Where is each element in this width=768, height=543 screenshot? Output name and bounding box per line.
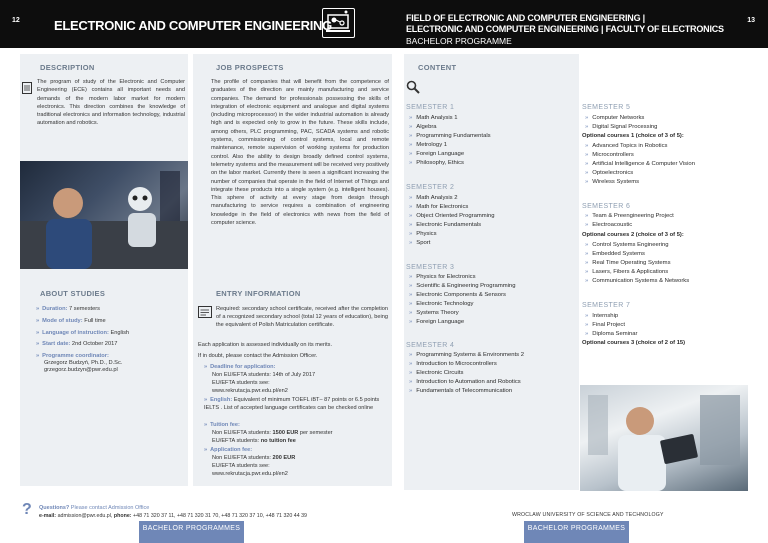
course-item: » Physics: [409, 231, 437, 237]
content-heading: CONTENT: [418, 63, 457, 72]
course-item: » Programming Fundamentals: [409, 133, 491, 139]
semester-3-title: SEMESTER 3: [406, 264, 455, 271]
header-bar: [0, 0, 768, 48]
bachelor-programmes-tab-right[interactable]: BACHELOR PROGRAMMES: [524, 521, 629, 543]
course-item: » Advanced Topics in Robotics: [585, 143, 668, 149]
semester-5-title: SEMESTER 5: [582, 104, 631, 111]
page-title: ELECTRONIC AND COMPUTER ENGINEERING: [54, 18, 332, 33]
header-programme-line: BACHELOR PROGRAMME: [406, 36, 512, 46]
semester-6-title: SEMESTER 6: [582, 203, 631, 210]
optional-courses-3-title: Optional courses 3 (choice of 2 of 15): [582, 340, 686, 346]
header-faculty-line: ELECTRONIC AND COMPUTER ENGINEERING | FACULTY OF ELECTRONICS: [406, 24, 724, 34]
certificate-icon: [198, 305, 212, 323]
semester-7-title: SEMESTER 7: [582, 302, 631, 309]
about-coordinator: » Programme coordinator: Grzegorz Budzyń, Ph.D., D.Sc. grzegorz.budzyn@pwr.edu.pl: [36, 353, 123, 373]
course-item: » Foreign Language: [409, 151, 465, 157]
bachelor-programmes-tab-left[interactable]: BACHELOR PROGRAMMES: [139, 521, 244, 543]
course-item: » Final Project: [585, 322, 626, 328]
course-item: » Artificial Intelligence & Computer Vision: [585, 161, 695, 167]
about-heading: ABOUT STUDIES: [40, 289, 106, 298]
semester-4-title: SEMESTER 4: [406, 342, 455, 349]
document-icon: [22, 81, 32, 99]
course-item: » Microcontrollers: [585, 152, 634, 158]
course-item: » Fundamentals of Telecommunication: [409, 388, 513, 394]
course-item: » Scientific & Engineering Programming: [409, 283, 516, 289]
circuit-logo-icon: [322, 8, 355, 38]
header-field-line: FIELD OF ELECTRONIC AND COMPUTER ENGINEERING |: [406, 13, 645, 23]
course-item: » Real Time Operating Systems: [585, 260, 671, 266]
university-name: WROCLAW UNIVERSITY OF SCIENCE AND TECHNOLOGY: [512, 512, 664, 518]
email-link[interactable]: admission@pwr.edu.pl,: [57, 513, 113, 519]
optional-courses-2-title: Optional courses 2 (choice of 3 of 5):: [582, 232, 684, 238]
course-item: » Electronic Technology: [409, 301, 474, 307]
course-item: » Metrology 1: [409, 142, 448, 148]
course-item: » Communication Systems & Networks: [585, 278, 690, 284]
question-icon: ?: [22, 501, 32, 518]
entry-doubt: If in doubt, please contact the Admission Officer.: [198, 353, 318, 359]
entry-individual: Each application is assessed individually on its merits.: [198, 342, 333, 348]
course-item: » Physics for Electronics: [409, 274, 476, 280]
course-item: » Programming Systems & Environments 2: [409, 352, 524, 358]
entry-heading: ENTRY INFORMATION: [216, 289, 301, 298]
entry-tuition: » Tuition fee: Non EU/EFTA students: 1500 EUR per semester EU/EFTA students: no tuition fee: [204, 422, 333, 444]
course-item: » Lasers, Fibers & Applications: [585, 269, 669, 275]
course-item: » Foreign Language: [409, 319, 465, 325]
course-item: » Math for Electronics: [409, 204, 469, 210]
course-item: » Introduction to Automation and Robotics: [409, 379, 521, 385]
job-heading: JOB PROSPECTS: [216, 63, 284, 72]
course-item: » Math Analysis 2: [409, 195, 458, 201]
entry-application-fee: » Application fee: Non EU/EFTA students: 200 EUR EU/EFTA students see: www.rekrutacja.pwr.edu.pl/en2: [204, 447, 296, 477]
about-language: » Language of instruction: English: [36, 330, 130, 336]
footer-contact: e-mail: admission@pwr.edu.pl, phone: +48 71 320 37 11, +48 71 320 31 70, +48 71 320 37 10, +48 71 320 44 39: [39, 513, 308, 519]
description-heading: DESCRIPTION: [40, 63, 95, 72]
course-item: » Wireless Systems: [585, 179, 640, 185]
entry-english: » English: Equivalent of minimum TOEFL iBT– 87 points or 6.5 points IELTS . List of accepted language certificates can be checked online: [204, 397, 380, 411]
optional-courses-1-title: Optional courses 1 (choice of 3 of 5):: [582, 133, 684, 139]
page-number-left: 12: [12, 17, 20, 24]
entry-required: Required: secondary school certificate, received after the completion of a recognized secondary school (total 12 years of education), being the equivalent of Polish Matriculation certificate.: [216, 306, 388, 328]
course-item: » Digital Signal Processing: [585, 124, 658, 130]
magnifier-icon: [406, 80, 420, 99]
semester-2-title: SEMESTER 2: [406, 184, 455, 191]
course-item: » Diploma Seminar: [585, 331, 638, 337]
student-lab-photo: [580, 385, 748, 491]
course-item: » Sport: [409, 240, 431, 246]
course-item: » Electronic Circuits: [409, 370, 464, 376]
description-text: The program of study of the Electronic and Computer Engineering (ECE) contains all important needs and demands of the modern labor market for modern electronics. This direction combines the knowledge of traditional electronics and information technology, industrial automation and robotics.: [37, 79, 185, 127]
course-item: » Electronic Components & Sensors: [409, 292, 506, 298]
course-item: » Philosophy, Ethics: [409, 160, 464, 166]
course-item: » Internship: [585, 313, 619, 319]
course-item: » Math Analysis 1: [409, 115, 458, 121]
about-mode: » Mode of study: Full time: [36, 318, 106, 324]
student-robot-photo: [20, 161, 188, 269]
entry-deadline: » Deadline for application: Non EU/EFTA students: 14th of July 2017 EU/EFTA students see: www.rekrutacja.pwr.edu.pl/en2: [204, 364, 316, 394]
course-item: » Systems Theory: [409, 310, 459, 316]
course-item: » Embedded Systems: [585, 251, 645, 257]
course-item: » Computer Networks: [585, 115, 645, 121]
page-number-right: 13: [747, 17, 755, 24]
about-duration: » Duration: 7 semesters: [36, 306, 101, 312]
course-item: » Introduction to Microcontrollers: [409, 361, 497, 367]
job-text: The profile of companies that will benefit from the competence of graduates of the direction are mainly manufacturing and service companies. The demand for professionals possessing the skills of integration of electronic equipment and analogue and digital systems (including microprocessor) in the wider industrial automation is already high and is expected only to grow in the future. These skills include, among others, PLC programming, PAC, SCADA systems and robotic systems, commissioning of control systems, local and remote maintenance, remote supervision of working systems for production control. Also the ability to design broadly defined control systems, telemetry systems and the measurement will be received very positively on the labor market. Currently there is seen a significant increasing the number of companies that operate in the field of Internet of Things and integrate these products into a single system (e.g. intelligent houses). This sphere of activity at every stage from design through manufacturing to service requires a combination of engineering knowledge in the field of electronics with news from the field of computer science.: [211, 79, 389, 227]
course-item: » Algebra: [409, 124, 437, 130]
course-item: » Control Systems Engineering: [585, 242, 669, 248]
course-item: » Electronic Fundamentals: [409, 222, 482, 228]
footer-questions: Questions? Please contact Admission Office: [39, 505, 150, 511]
semester-1-title: SEMESTER 1: [406, 104, 455, 111]
about-start: » Start date: 2nd October 2017: [36, 341, 118, 347]
course-item: » Team & Preengineering Project: [585, 213, 674, 219]
course-item: » Electroacoustic: [585, 222, 633, 228]
course-item: » Object Oriented Programming: [409, 213, 495, 219]
course-item: » Optoelectronics: [585, 170, 634, 176]
